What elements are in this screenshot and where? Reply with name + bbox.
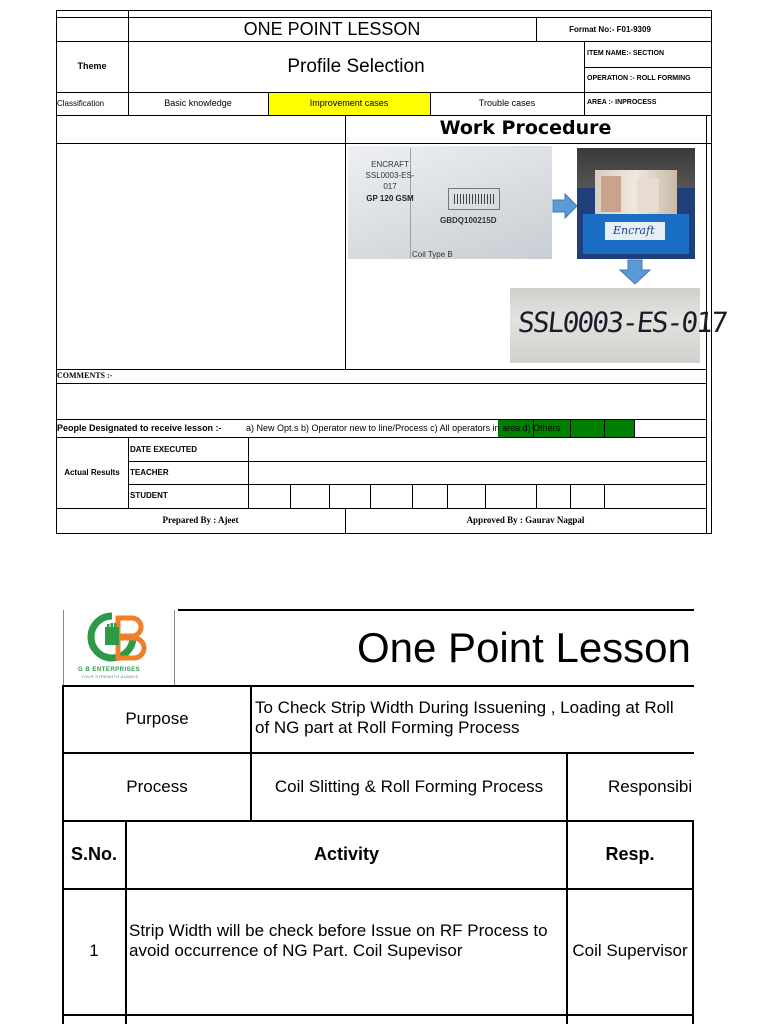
teacher-label: TEACHER bbox=[130, 468, 169, 477]
company-tagline: YOUR STRENGTH ALWAYS bbox=[81, 674, 139, 679]
purpose-text-line1: To Check Strip Width During Issuening , Loading at Roll bbox=[255, 698, 674, 717]
rule bbox=[62, 1014, 694, 1016]
item-name: ITEM NAME:- SECTION bbox=[587, 50, 664, 57]
rule bbox=[370, 484, 371, 509]
row-sno: 1 bbox=[89, 941, 99, 960]
rule bbox=[63, 610, 64, 685]
operation: OPERATION :- ROLL FORMING bbox=[587, 75, 691, 82]
people-options: a) New Opt.s b) Operator new to line/Process c) All operators in area d) Others bbox=[246, 423, 561, 433]
rule bbox=[62, 685, 694, 687]
rule bbox=[329, 484, 330, 509]
label-photo-text: SSL0003-ES- bbox=[365, 171, 415, 180]
rule bbox=[570, 484, 571, 509]
label-photo-text: 017 bbox=[383, 182, 397, 191]
rule bbox=[128, 461, 706, 462]
approved-by: Approved By : Gaurav Nagpal bbox=[466, 515, 585, 525]
student-label: STUDENT bbox=[130, 491, 168, 500]
rule bbox=[56, 508, 706, 509]
handwritten-code: SSL0003-ES-017 bbox=[516, 306, 728, 339]
rule bbox=[584, 67, 712, 68]
rule bbox=[62, 820, 694, 822]
col-sno: S.No. bbox=[70, 844, 117, 864]
label-photo bbox=[348, 146, 552, 259]
rule bbox=[56, 437, 706, 438]
rule bbox=[128, 484, 706, 485]
title-top-rule bbox=[178, 609, 694, 611]
rule bbox=[128, 437, 129, 509]
label-photo-text: Coil Type B bbox=[412, 250, 453, 259]
bin-label-text: Encraft bbox=[613, 224, 655, 237]
rule bbox=[250, 685, 252, 822]
comments-label: COMMENTS :- bbox=[57, 371, 113, 380]
work-procedure-title: Work Procedure bbox=[439, 117, 612, 139]
row-activity-line1: Strip Width will be check before Issue on RF Process to bbox=[129, 921, 548, 940]
classification-trouble: Trouble cases bbox=[478, 98, 536, 108]
theme-value: Profile Selection bbox=[287, 56, 425, 77]
purpose-text-line2: of NG part at Roll Forming Process bbox=[255, 718, 520, 737]
bin-photo bbox=[577, 148, 695, 259]
format-number: Format No:- F01-9309 bbox=[569, 25, 651, 34]
prepared-by: Prepared By : Ajeet bbox=[162, 515, 239, 525]
rule bbox=[536, 484, 537, 509]
classification-basic: Basic knowledge bbox=[164, 98, 232, 108]
rule bbox=[56, 17, 712, 18]
label-photo-text: GP 120 GSM bbox=[366, 194, 414, 203]
responsibility-label: Responsibi bbox=[608, 777, 693, 796]
rule bbox=[412, 484, 413, 509]
row-activity-line2: avoid occurrence of NG Part. Coil Supevisor bbox=[129, 941, 463, 960]
rule bbox=[604, 420, 605, 437]
purpose-label: Purpose bbox=[125, 709, 189, 728]
rule bbox=[570, 420, 571, 437]
company-name: G B ENTERPRISES bbox=[78, 667, 141, 673]
rule bbox=[56, 41, 712, 42]
label-photo-text: ENCRAFT bbox=[371, 160, 409, 169]
process-value: Coil Slitting & Roll Forming Process bbox=[274, 777, 544, 796]
arrow-down-icon bbox=[620, 260, 650, 284]
rule bbox=[584, 41, 585, 116]
rule bbox=[604, 484, 605, 509]
rule bbox=[56, 383, 706, 384]
rule bbox=[248, 437, 249, 509]
lesson-title: One Point Lesson bbox=[357, 624, 691, 671]
rule bbox=[56, 143, 712, 144]
rule bbox=[174, 610, 175, 685]
opl-outer-border bbox=[56, 10, 712, 534]
rule bbox=[447, 484, 448, 509]
process-label: Process bbox=[126, 777, 188, 796]
opl-title: ONE POINT LESSON bbox=[243, 19, 421, 39]
classification-improvement: Improvement cases bbox=[309, 98, 389, 108]
code-photo bbox=[510, 288, 728, 363]
area: AREA :- INPROCESS bbox=[587, 99, 657, 106]
people-label: People Designated to receive lesson :- bbox=[57, 423, 222, 433]
rule bbox=[634, 420, 635, 437]
rule bbox=[56, 115, 712, 116]
rule bbox=[345, 115, 346, 370]
rule bbox=[290, 484, 291, 509]
rule bbox=[485, 484, 486, 509]
purpose-text-box bbox=[253, 688, 693, 750]
responsibility-box bbox=[568, 754, 693, 818]
actual-results-label: Actual Results bbox=[64, 468, 120, 477]
col-resp: Resp. bbox=[605, 844, 655, 864]
arrow-right-icon bbox=[553, 194, 577, 218]
theme-label: Theme bbox=[77, 61, 107, 71]
rule bbox=[62, 888, 694, 890]
col-activity: Activity bbox=[313, 844, 380, 864]
date-executed-label: DATE EXECUTED bbox=[130, 445, 197, 454]
rule bbox=[692, 820, 694, 1024]
rule bbox=[56, 369, 706, 370]
label-photo-text: GBDQ100215D bbox=[440, 216, 497, 225]
row-resp: Coil Supervisor bbox=[572, 941, 688, 960]
classification-label: Classification bbox=[57, 99, 105, 108]
gb-enterprises-logo-icon bbox=[78, 612, 164, 664]
lesson-title-box bbox=[176, 612, 694, 684]
